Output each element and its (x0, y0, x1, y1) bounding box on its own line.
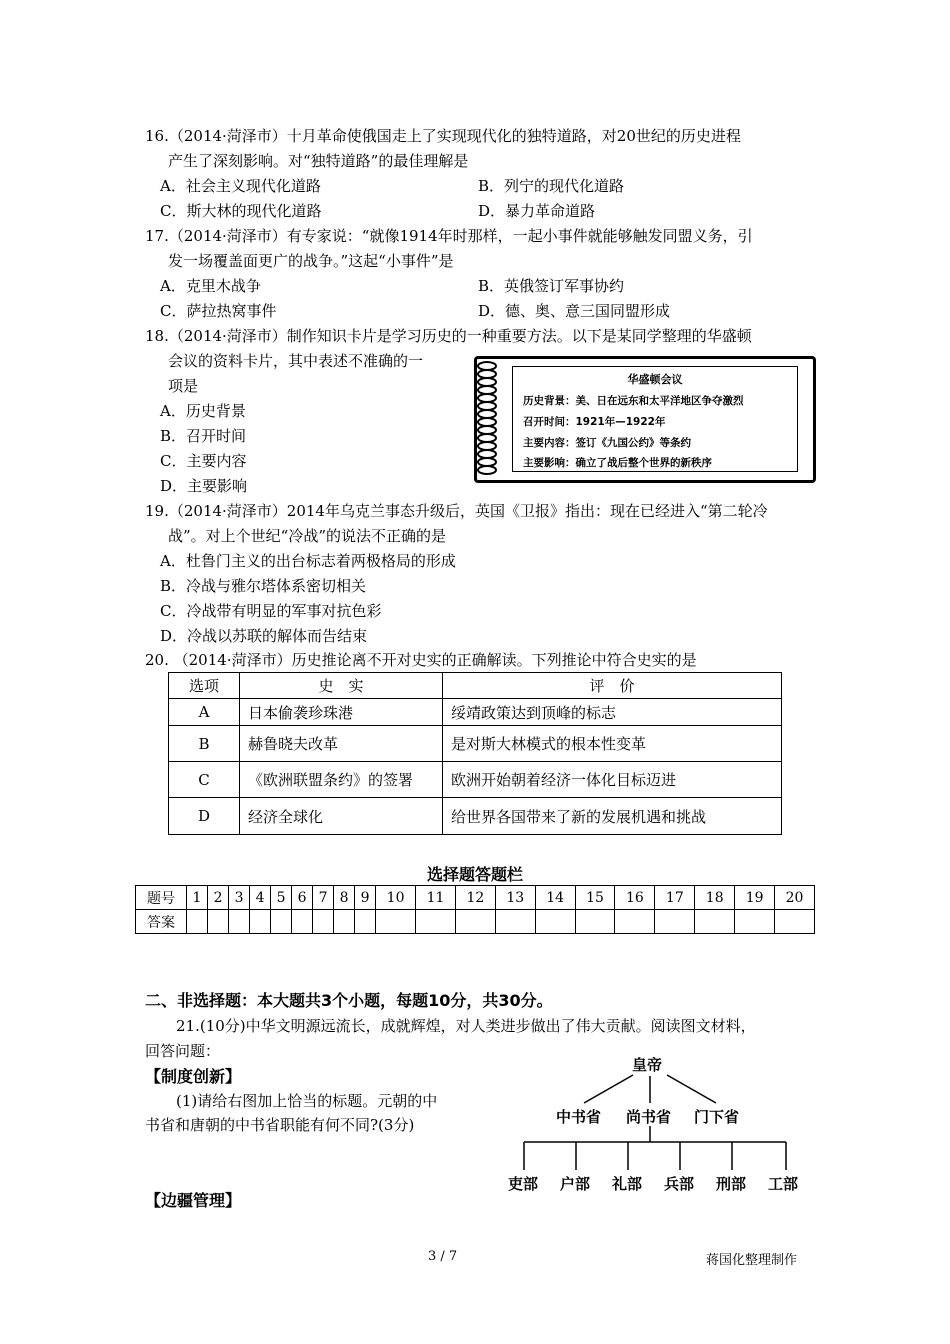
table-cell: 经济全球化 (240, 798, 443, 835)
table-cell: 绥靖政策达到顶峰的标志 (443, 699, 782, 726)
answer-number-cell: 8 (334, 886, 355, 910)
answer-number-cell: 13 (495, 886, 535, 910)
answer-number-cell: 4 (250, 886, 271, 910)
answer-number-row (136, 886, 815, 910)
answer-number-cell: 11 (416, 886, 456, 910)
table-cell: 日本偷袭珍珠港 (240, 699, 443, 726)
question-20-table (168, 672, 782, 835)
org-node-ministry: 门下省 (694, 1108, 740, 1126)
question-21-line-2: 回答问题： (145, 1042, 221, 1060)
answer-input-cell[interactable] (495, 910, 535, 934)
page-number: 3 / 7 (428, 1249, 458, 1264)
option-a[interactable]: A．社会主义现代化道路 (160, 177, 321, 195)
org-node-emperor: 皇帝 (632, 1056, 663, 1074)
answer-number-cell: 18 (695, 886, 735, 910)
sub-question-line-2: 书省和唐朝的中书省职能有何不同?(3分) (145, 1116, 415, 1134)
question-16-line-2: 产生了深刻影响。对“独特道路”的最佳理解是 (168, 152, 469, 170)
option-a[interactable]: A．杜鲁门主义的出台标志着两极格局的形成 (160, 552, 456, 570)
option-a[interactable]: A．克里木战争 (160, 277, 261, 295)
question-20-line-1: 20. （2014·菏泽市）历史推论离不开对史实的正确解读。下列推论中符合史实的是 (145, 651, 697, 669)
table-header: 评 价 (443, 673, 782, 699)
option-b[interactable]: B．召开时间 (160, 427, 247, 445)
org-node-ministry: 尚书省 (626, 1108, 672, 1126)
answer-number-cell: 17 (655, 886, 695, 910)
answer-number-cell: 9 (355, 886, 376, 910)
answer-input-cell[interactable] (376, 910, 416, 934)
option-c[interactable]: C．斯大林的现代化道路 (160, 202, 322, 220)
answer-input-cell[interactable] (695, 910, 735, 934)
spiral-binding-icon (476, 360, 498, 475)
option-b[interactable]: B．英俄签订军事协约 (478, 277, 625, 295)
option-c[interactable]: C．萨拉热窝事件 (160, 302, 277, 320)
answer-input-cell[interactable] (735, 910, 775, 934)
answer-input-cell[interactable] (334, 910, 355, 934)
org-node-department: 兵部 (664, 1175, 695, 1193)
subsection-title: 【制度创新】 (145, 1067, 242, 1086)
card-title: 华盛顿会议 (627, 373, 683, 386)
question-19-line-2: 战”。对上个世纪“冷战”的说法不正确的是 (168, 527, 447, 545)
table-cell: 欧洲开始朝着经济一体化目标迈进 (443, 762, 782, 798)
org-node-department: 户部 (560, 1175, 591, 1193)
option-b[interactable]: B．冷战与雅尔塔体系密切相关 (160, 577, 367, 595)
section-heading: 二、非选择题：本大题共3个小题，每题10分，共30分。 (145, 991, 553, 1010)
table-cell: B (169, 726, 240, 762)
table-cell: C (169, 762, 240, 798)
answer-input-cell[interactable] (208, 910, 229, 934)
answer-number-cell: 16 (615, 886, 655, 910)
org-node-department: 刑部 (716, 1175, 747, 1193)
option-b[interactable]: B．列宁的现代化道路 (478, 177, 625, 195)
table-row (169, 798, 782, 835)
answer-number-cell: 14 (535, 886, 575, 910)
question-18-line-1: 18.（2014·菏泽市）制作知识卡片是学习历史的一种重要方法。以下是某同学整理的华盛顿 (145, 327, 752, 345)
answer-input-cell[interactable] (292, 910, 313, 934)
org-node-department: 吏部 (508, 1175, 539, 1193)
org-node-department: 礼部 (612, 1175, 643, 1193)
subsection-title: 【边疆管理】 (145, 1191, 242, 1210)
answer-number-cell: 6 (292, 886, 313, 910)
question-17-line-1: 17.（2014·菏泽市）有专家说：“就像1914年时那样，一起小事件就能够触发同盟义务，引 (145, 227, 753, 245)
answer-number-cell: 7 (313, 886, 334, 910)
answer-input-cell[interactable] (535, 910, 575, 934)
answer-input-cell[interactable] (355, 910, 376, 934)
option-d[interactable]: D．德、奥、意三国同盟形成 (478, 302, 671, 320)
answer-sheet-table (135, 885, 815, 934)
option-a[interactable]: A．历史背景 (160, 402, 246, 420)
table-row (169, 699, 782, 726)
answer-row-label: 题号 (136, 886, 187, 910)
card-row: 历史背景：美、日在远东和太平洋地区争夺激烈 (523, 395, 744, 407)
table-cell: D (169, 798, 240, 835)
answer-input-cell[interactable] (187, 910, 208, 934)
table-cell: 是对斯大林模式的根本性变革 (443, 726, 782, 762)
table-cell: 《欧洲联盟条约》的签署 (240, 762, 443, 798)
question-18-line-2: 会议的资料卡片，其中表述不准确的一 (168, 352, 424, 370)
answer-input-cell[interactable] (575, 910, 615, 934)
table-header-row (169, 673, 782, 699)
answer-input-cell[interactable] (615, 910, 655, 934)
answer-number-cell: 2 (208, 886, 229, 910)
table-row (169, 762, 782, 798)
answer-number-cell: 3 (229, 886, 250, 910)
answer-number-cell: 12 (455, 886, 495, 910)
sub-question-line-1: (1)请给右图加上恰当的标题。元朝的中 (176, 1092, 438, 1110)
card-row: 主要内容：签订《九国公约》等条约 (523, 437, 691, 449)
question-17-line-2: 发一场覆盖面更广的战争。”这起“小事件”是 (168, 252, 454, 270)
card-row: 主要影响：确立了战后整个世界的新秩序 (523, 457, 712, 469)
answer-number-cell: 20 (775, 886, 815, 910)
answer-input-row (136, 910, 815, 934)
org-node-ministry: 中书省 (556, 1108, 602, 1126)
question-16-line-1: 16.（2014·菏泽市）十月革命使俄国走上了实现现代化的独特道路，对20世纪的历史进程 (145, 127, 741, 145)
answer-input-cell[interactable] (250, 910, 271, 934)
question-18-line-3: 项是 (168, 377, 199, 395)
answer-number-cell: 1 (187, 886, 208, 910)
table-header: 史 实 (240, 673, 443, 699)
table-header: 选项 (169, 673, 240, 699)
answer-number-cell: 19 (735, 886, 775, 910)
knowledge-card-content (512, 366, 798, 472)
answer-input-cell[interactable] (775, 910, 815, 934)
answer-input-cell[interactable] (271, 910, 292, 934)
answer-row-label: 答案 (136, 910, 187, 934)
option-d[interactable]: D．冷战以苏联的解体而告结束 (160, 627, 368, 645)
answer-input-cell[interactable] (655, 910, 695, 934)
answer-sheet-title: 选择题答题栏 (426, 865, 523, 884)
answer-input-cell[interactable] (416, 910, 456, 934)
org-chart (500, 1048, 810, 1198)
table-row (169, 726, 782, 762)
option-d[interactable]: D．主要影响 (160, 477, 248, 495)
table-cell: 赫鲁晓夫改革 (240, 726, 443, 762)
answer-input-cell[interactable] (455, 910, 495, 934)
option-c[interactable]: C．冷战带有明显的军事对抗色彩 (160, 602, 382, 620)
footer-author: 蒋国化整理制作 (706, 1253, 798, 1268)
option-c[interactable]: C．主要内容 (160, 452, 247, 470)
question-19-line-1: 19.（2014·菏泽市）2014年乌克兰事态升级后，英国《卫报》指出：现在已经进入“第二轮冷 (145, 502, 768, 520)
answer-number-cell: 10 (376, 886, 416, 910)
answer-input-cell[interactable] (313, 910, 334, 934)
table-cell: A (169, 699, 240, 726)
org-node-department: 工部 (768, 1175, 799, 1193)
question-21-line-1: 21.(10分)中华文明源远流长，成就辉煌，对人类进步做出了伟大贡献。阅读图文材料， (176, 1017, 756, 1035)
option-d[interactable]: D．暴力革命道路 (478, 202, 596, 220)
table-cell: 给世界各国带来了新的发展机遇和挑战 (443, 798, 782, 835)
answer-input-cell[interactable] (229, 910, 250, 934)
card-row: 召开时间：1921年—1922年 (523, 416, 666, 428)
answer-number-cell: 15 (575, 886, 615, 910)
answer-number-cell: 5 (271, 886, 292, 910)
